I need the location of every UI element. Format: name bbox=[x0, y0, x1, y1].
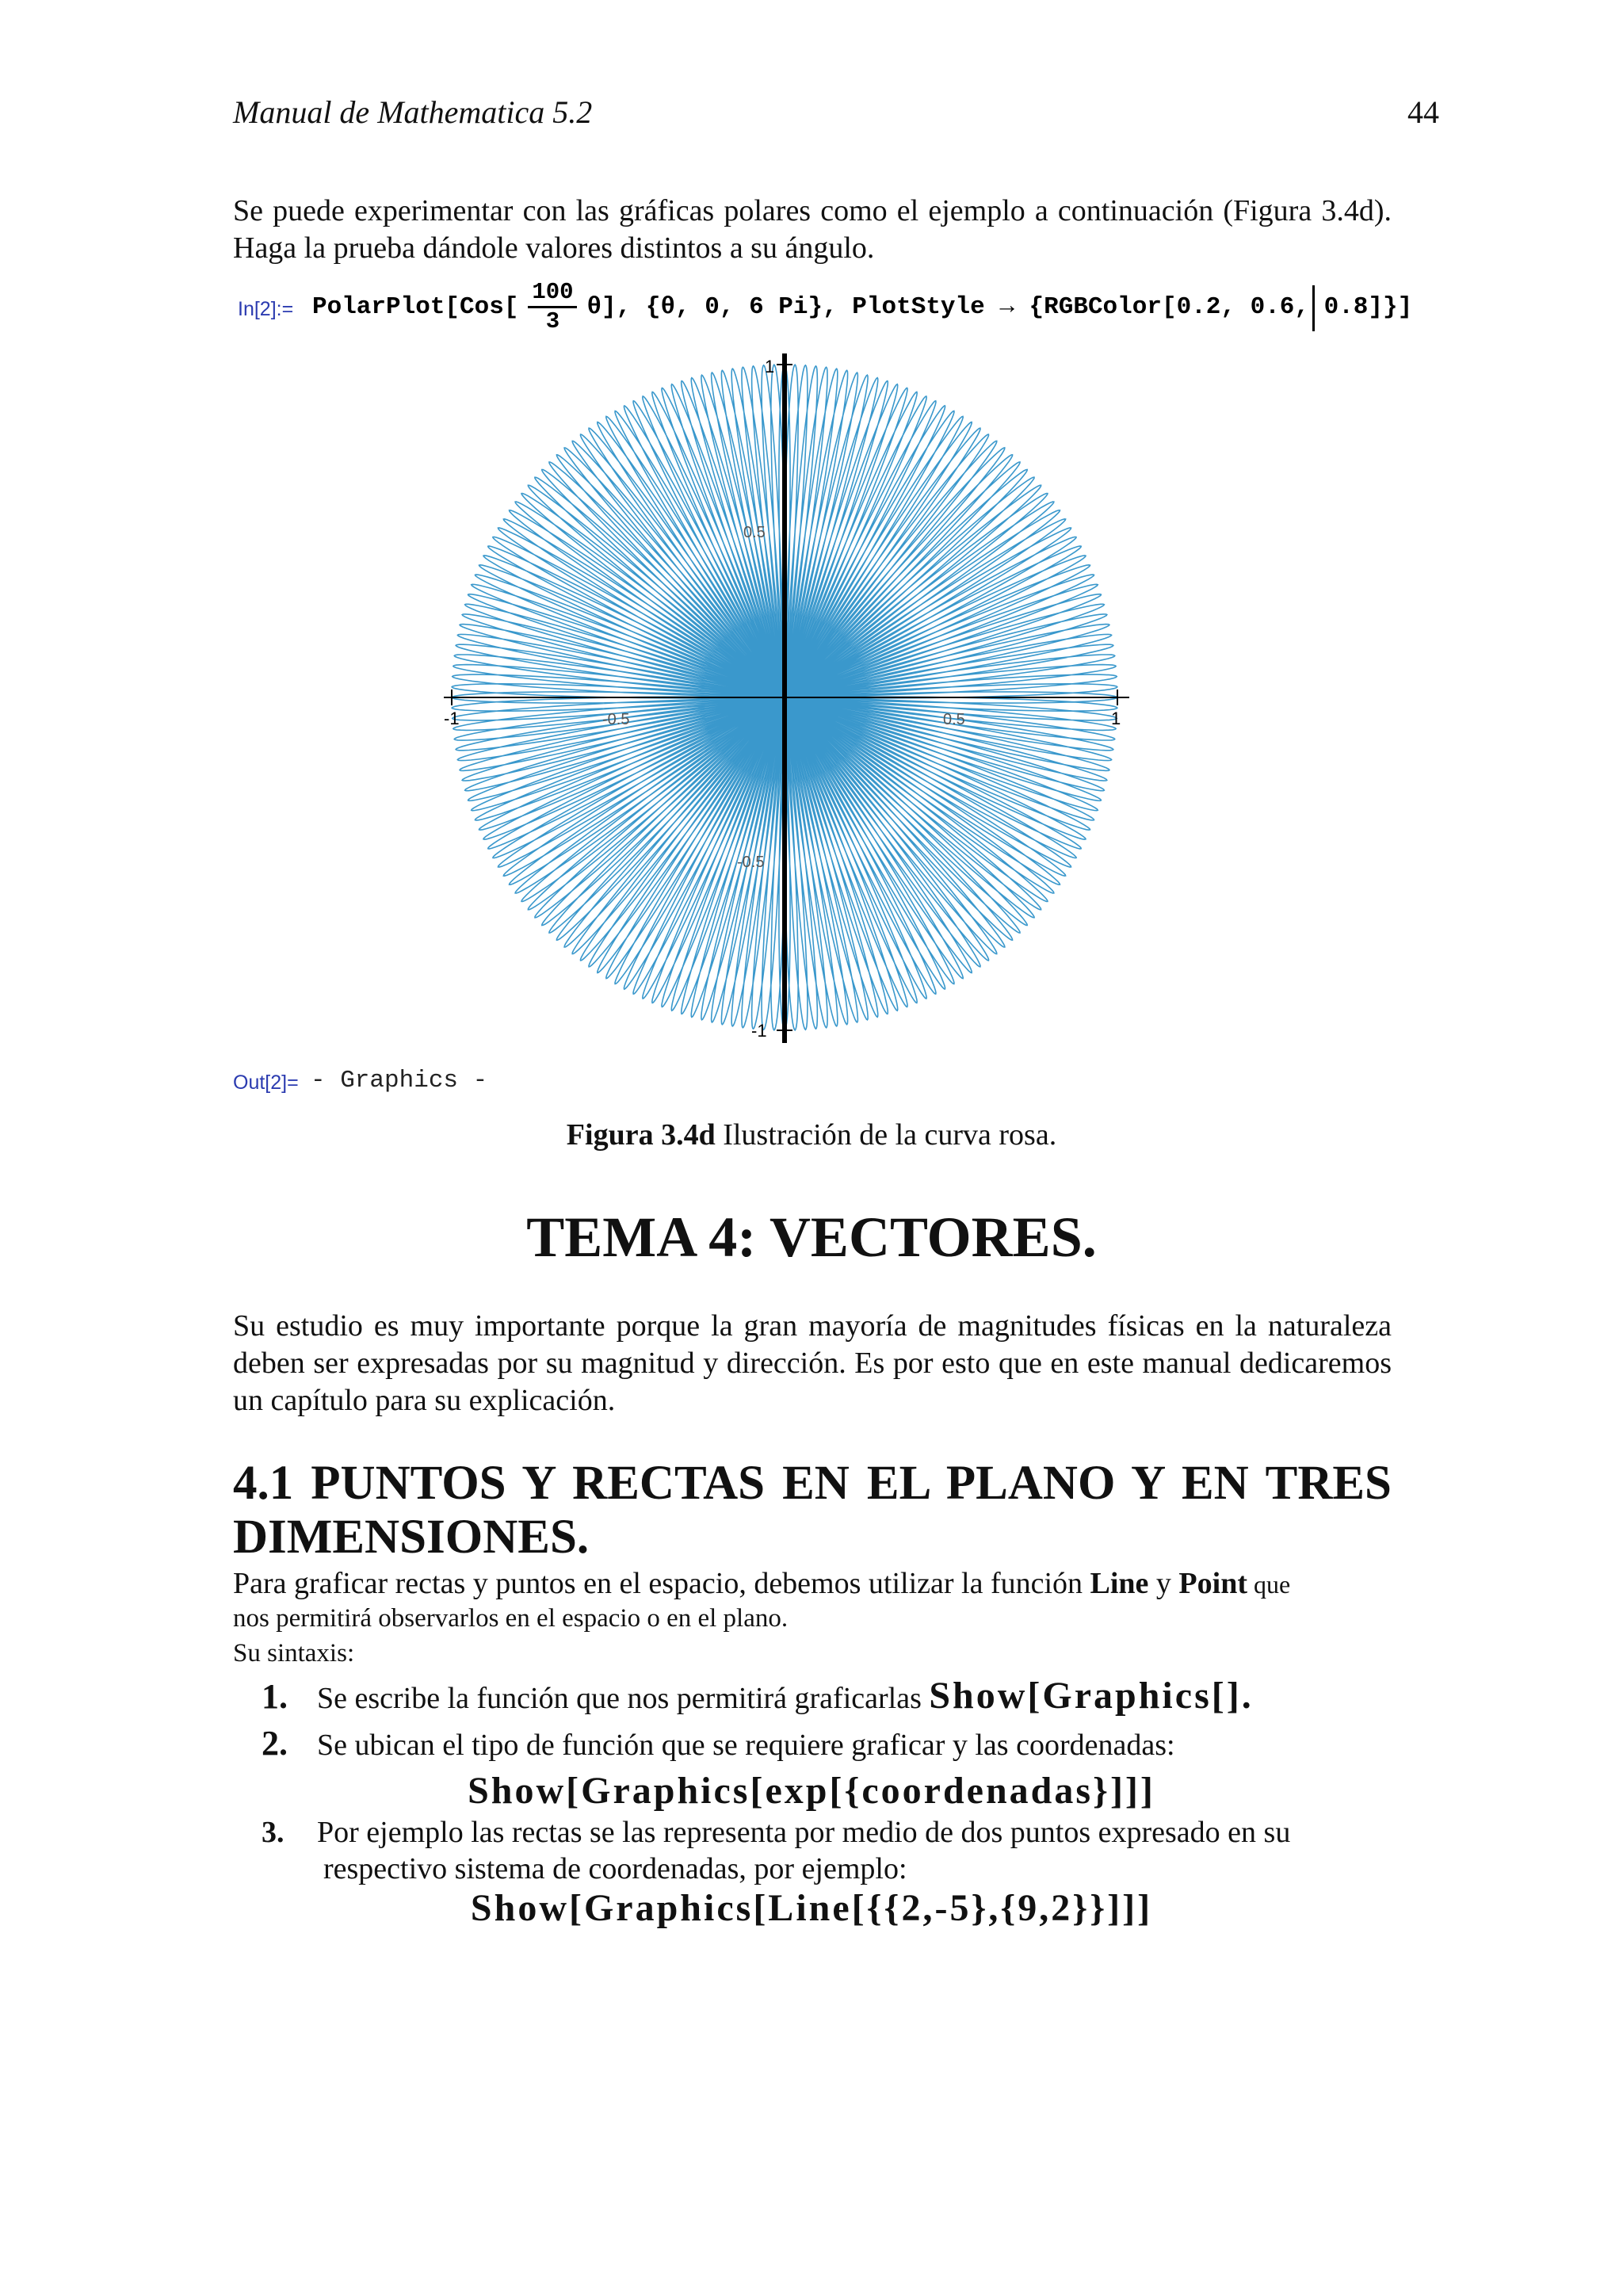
list-item-code: Show[Graphics[Line[{{2,-5},{9,2}}]]] bbox=[470, 1887, 1153, 1929]
list-item-number: 1. bbox=[262, 1677, 288, 1716]
section-text bbox=[233, 1565, 1392, 1603]
list-item-code: Show[Graphics[]. bbox=[929, 1675, 1254, 1717]
steps-list bbox=[233, 1674, 1392, 1927]
fraction-numerator: 100 bbox=[532, 278, 574, 305]
fraction-denominator: 3 bbox=[545, 308, 560, 334]
page-number: 44 bbox=[1407, 94, 1439, 130]
tick-label-y-half: 0.5 bbox=[743, 524, 766, 541]
keyword-point: Point bbox=[1178, 1567, 1247, 1600]
figure-label: Figura 3.4d bbox=[566, 1118, 716, 1152]
figure-caption-text: Ilustración de la curva rosa. bbox=[715, 1118, 1057, 1152]
syntax-label: Su sintaxis: bbox=[233, 1639, 355, 1668]
list-item-code-line bbox=[0, 1769, 1623, 1813]
chapter-intro: Su estudio es muy importante porque la gran mayoría de magnitudes físicas en la naturaleza deben ser expresadas por su magnitud y dirección. Es por esto que en este manual dedicaremos un capítulo para su explicación. bbox=[233, 1309, 1392, 1417]
list-item-number: 3. bbox=[262, 1816, 285, 1849]
output-value: - Graphics - bbox=[311, 1067, 488, 1095]
list-item-code-line bbox=[0, 1886, 1623, 1930]
list-item-text: Se ubican el tipo de función que se requiere graficar y las coordenadas: bbox=[317, 1729, 1175, 1762]
running-header-title: Manual de Mathematica 5.2 bbox=[233, 94, 593, 130]
polar-plot bbox=[428, 349, 1141, 1046]
section-text-part1: Para graficar rectas y puntos en el espacio, debemos utilizar la función bbox=[233, 1567, 1090, 1600]
input-label: In[2]:= bbox=[238, 298, 294, 320]
list-item-number: 2. bbox=[262, 1724, 288, 1763]
section-text-and: y bbox=[1148, 1567, 1179, 1600]
input-code bbox=[312, 274, 1412, 339]
section-title: 4.1 PUNTOS Y RECTAS EN EL PLANO Y EN TRES DIMENSIONES. bbox=[233, 1457, 1392, 1564]
figure-caption bbox=[0, 1117, 1623, 1152]
list-item-text: Se escribe la función que nos permitirá graficarlas bbox=[317, 1682, 930, 1715]
list-item-text: Por ejemplo las rectas se las representa por medio de dos puntos expresado en su bbox=[317, 1816, 1291, 1849]
tick-label-y-neg-half: -0.5 bbox=[737, 854, 765, 871]
tick-label-x-half: 0.5 bbox=[943, 711, 965, 728]
tick-label-x-neg-half: -0.5 bbox=[602, 711, 630, 728]
section-text-line2: nos permitirá observarlos en el espacio o en el plano. bbox=[233, 1604, 789, 1633]
intro-paragraph: Se puede experimentar con las gráficas polares como el ejemplo a continuación (Figura 3.4d). Haga la prueba dándole valores distintos a su ángulo. bbox=[233, 194, 1392, 265]
list-item bbox=[262, 1674, 1254, 1717]
tick-label-y-top: 1 bbox=[765, 357, 775, 376]
chapter-title: TEMA 4: VECTORES. bbox=[526, 1205, 1097, 1269]
tick-label-x-left: -1 bbox=[444, 709, 460, 728]
cell-bracket bbox=[1312, 285, 1315, 331]
section-text-part2: que bbox=[1247, 1570, 1291, 1599]
keyword-line: Line bbox=[1090, 1567, 1149, 1600]
output-label: Out[2]= bbox=[233, 1072, 299, 1094]
code-suffix: θ], {θ, 0, 6 Pi}, PlotStyle → {RGBColor[0.2, 0.6, 0.8]}] bbox=[586, 292, 1413, 321]
list-item-text-cont: respectivo sistema de coordenadas, por ejemplo: bbox=[323, 1852, 907, 1885]
list-item bbox=[262, 1815, 1290, 1850]
list-item-code: Show[Graphics[exp[{coordenadas}]]] bbox=[468, 1770, 1155, 1812]
list-item bbox=[262, 1723, 1175, 1763]
tick-label-y-bottom: -1 bbox=[751, 1021, 767, 1041]
code-prefix: PolarPlot[Cos[ bbox=[312, 292, 519, 321]
fraction bbox=[528, 278, 577, 334]
axes bbox=[444, 353, 1129, 1043]
tick-label-x-right: 1 bbox=[1111, 709, 1121, 728]
